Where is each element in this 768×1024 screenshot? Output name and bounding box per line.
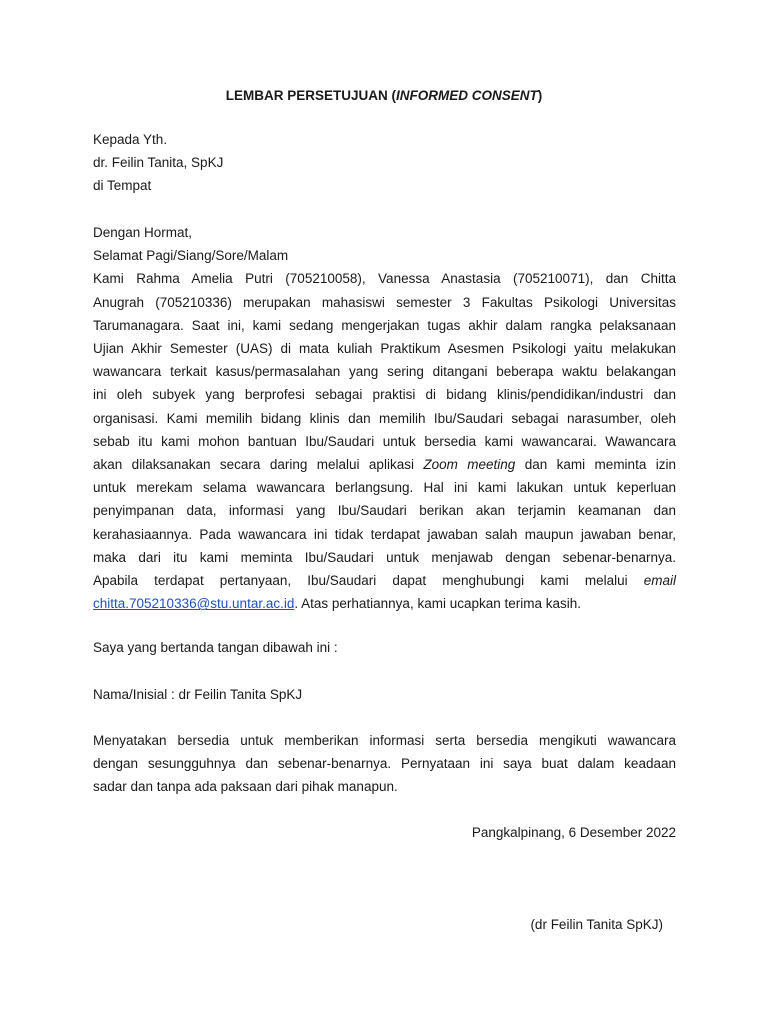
body-line: Ujian Akhir Semester (UAS) di mata kuliah Praktikum Asesmen Psikologi yaitu melakukan — [93, 341, 676, 357]
body-line-email — [93, 569, 676, 592]
body-line: ini oleh subyek yang berprofesi sebagai praktisi di bidang klinis/pendidikan/industri dan — [93, 387, 676, 403]
body-line: sebab itu kami mohon bantuan Ibu/Saudari untuk bersedia kami wawancarai. Wawancara — [93, 433, 676, 449]
title-italic: INFORMED CONSENT — [396, 88, 538, 103]
address-line: di Tempat — [93, 178, 152, 194]
signature-name: (dr Feilin Tanita SpKJ) — [530, 917, 663, 932]
email-link[interactable]: chitta.705210336@stu.untar.ac.id — [93, 596, 295, 612]
body-line: Tarumanagara. Saat ini, kami sedang mengerjakan tugas akhir dalam rangka pelaksanaan — [93, 317, 676, 333]
signer-intro: Saya yang bertanda tangan dibawah ini : — [93, 640, 338, 655]
body-line: wawancara terkait kasus/permasalahan yang sering ditangani beberapa waktu belakangan — [93, 364, 676, 380]
name-block — [93, 683, 676, 706]
name-line: Nama/Inisial : dr Feilin Tanita SpKJ — [93, 687, 303, 702]
body-line: untuk merekam selama wawancara berlangsung. Hal ini kami lakukan untuk keperluan — [93, 480, 676, 496]
body-line-zoom — [93, 453, 676, 476]
document-title — [0, 87, 768, 105]
greeting-line: Selamat Pagi/Siang/Sore/Malam — [93, 248, 289, 264]
signer-intro-block — [93, 636, 676, 659]
title-suffix: ) — [537, 88, 543, 103]
email-before: Apabila terdapat pertanyaan, Ibu/Saudari dapat menghubungi kami melalui — [93, 573, 644, 589]
title-prefix: LEMBAR PERSETUJUAN ( — [225, 88, 396, 103]
body-line: Kami Rahma Amelia Putri (705210058), Vanessa Anastasia (705210071), dan Chitta — [93, 271, 676, 287]
body-line-last — [93, 592, 676, 615]
address-line: Kepada Yth. — [93, 132, 168, 147]
body-line: organisasi. Kami memilih bidang klinis dan memilih Ibu/Saudari sebagai narasumber, oleh — [93, 410, 676, 426]
statement-line: dengan sesungguhnya dan sebenar-benarnya. Pernyataan ini saya buat dalam keadaan — [93, 756, 676, 772]
body-line: Anugrah (705210336) merupakan mahasiswi semester 3 Fakultas Psikologi Universitas — [93, 294, 676, 310]
greeting-line: Dengan Hormat, — [93, 225, 193, 240]
body-line: kerahasiaannya. Pada wawancara ini tidak terdapat jawaban salah maupun jawaban benar, — [93, 526, 676, 542]
statement-line: sadar dan tanpa ada paksaan dari pihak manapun. — [93, 779, 398, 795]
body-line: penyimpanan data, informasi yang Ibu/Saudari berikan akan terjamin keamanan dan — [93, 503, 676, 519]
closing-text: . Atas perhatiannya, kami ucapkan terima kasih. — [294, 596, 582, 612]
address-block — [93, 128, 676, 198]
zoom-before: akan dilaksanakan secara daring melalui aplikasi — [93, 457, 424, 473]
statement-line: Menyatakan bersedia untuk memberikan informasi serta bersedia mengikuti wawancara — [93, 733, 676, 748]
letter-body — [93, 221, 676, 615]
body-line: maka dari itu kami meminta Ibu/Saudari untuk menjawab dengan sebenar-benarnya. — [93, 549, 676, 565]
statement-block — [93, 729, 676, 799]
zoom-after: dan kami meminta izin — [515, 457, 676, 473]
address-line: dr. Feilin Tanita, SpKJ — [93, 155, 224, 171]
place-date: Pangkalpinang, 6 Desember 2022 — [471, 825, 676, 840]
zoom-italic: Zoom meeting — [423, 457, 516, 473]
email-italic: email — [643, 573, 676, 589]
